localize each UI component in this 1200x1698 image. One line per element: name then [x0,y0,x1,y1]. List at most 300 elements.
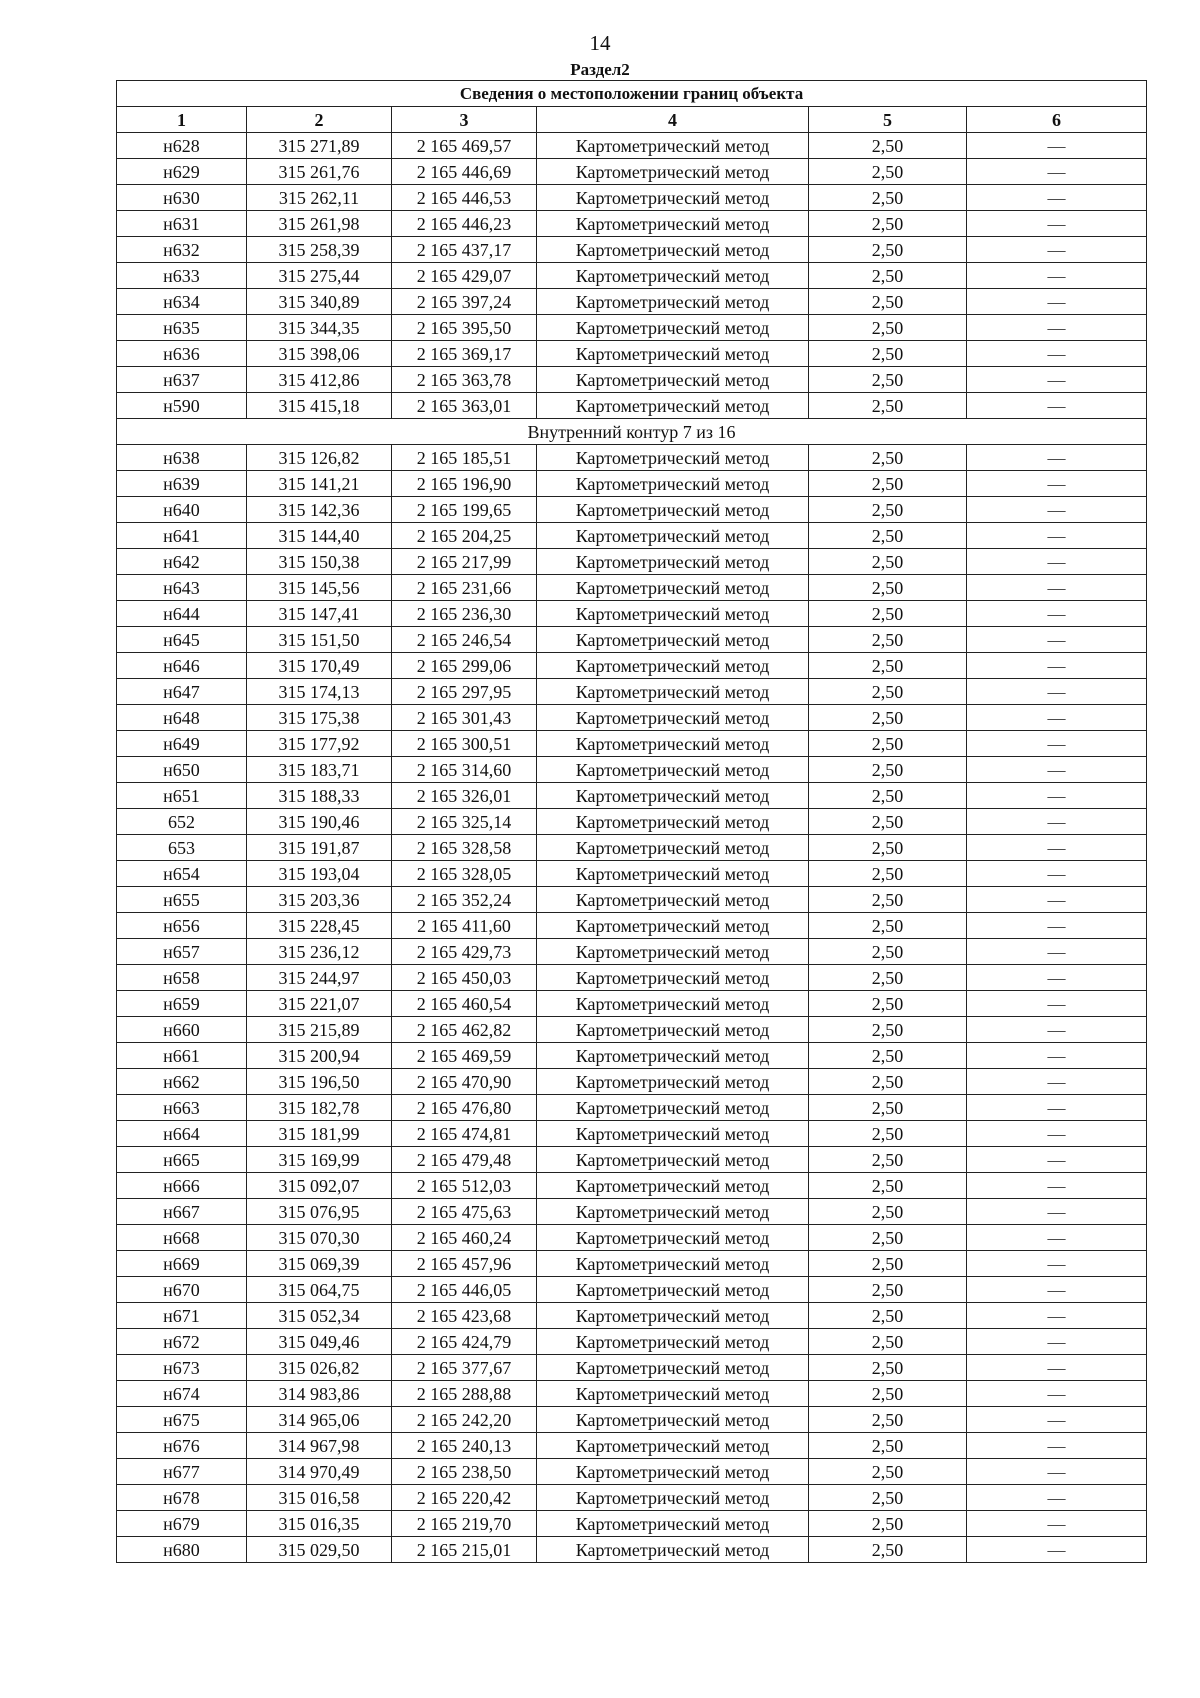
table-cell-col6: — [967,861,1147,887]
table-cell-col3: 2 165 446,23 [392,211,537,237]
table-cell-col6: — [967,367,1147,393]
table-cell-col2: 315 188,33 [247,783,392,809]
table-cell-col3: 2 165 450,03 [392,965,537,991]
table-cell-col2: 315 069,39 [247,1251,392,1277]
table-cell-col4: Картометрический метод [537,1173,809,1199]
table-cell-col2: 315 144,40 [247,523,392,549]
table-cell-col1: н654 [117,861,247,887]
table-cell-col1: н638 [117,445,247,471]
table-cell-col2: 314 967,98 [247,1433,392,1459]
table-cell-col3: 2 165 469,59 [392,1043,537,1069]
table-cell-col4: Картометрический метод [537,809,809,835]
column-header-row [117,107,1147,133]
column-header-1: 1 [117,107,247,133]
table-cell-col2: 315 070,30 [247,1225,392,1251]
table-row [117,1537,1147,1563]
table-cell-col2: 315 275,44 [247,263,392,289]
table-cell-col3: 2 165 512,03 [392,1173,537,1199]
table-cell-col5: 2,50 [809,939,967,965]
table-row [117,471,1147,497]
table-cell-col5: 2,50 [809,601,967,627]
table-cell-col5: 2,50 [809,549,967,575]
table-cell-col6: — [967,289,1147,315]
table-cell-col4: Картометрический метод [537,887,809,913]
table-cell-col2: 315 142,36 [247,497,392,523]
table-cell-col6: — [967,1095,1147,1121]
table-cell-col4: Картометрический метод [537,185,809,211]
section-label: Раздел2 [570,60,630,79]
table-cell-col3: 2 165 460,54 [392,991,537,1017]
table-cell-col2: 315 174,13 [247,679,392,705]
table-cell-col1: н672 [117,1329,247,1355]
table-cell-col1: н643 [117,575,247,601]
table-cell-col1: н631 [117,211,247,237]
table-cell-col1: н650 [117,757,247,783]
table-cell-col6: — [967,731,1147,757]
table-cell-col4: Картометрический метод [537,1433,809,1459]
table-cell-col3: 2 165 479,48 [392,1147,537,1173]
table-cell-col2: 315 261,98 [247,211,392,237]
table-cell-col2: 315 175,38 [247,705,392,731]
table-row [117,185,1147,211]
table-cell-col5: 2,50 [809,731,967,757]
table-cell-col2: 315 182,78 [247,1095,392,1121]
table-cell-col4: Картометрический метод [537,627,809,653]
table-cell-col5: 2,50 [809,497,967,523]
table-cell-col6: — [967,679,1147,705]
table-cell-col6: — [967,1355,1147,1381]
table-cell-col6: — [967,133,1147,159]
table-cell-col1: н664 [117,1121,247,1147]
table-cell-col1: н666 [117,1173,247,1199]
table-cell-col2: 315 026,82 [247,1355,392,1381]
table-cell-col6: — [967,1511,1147,1537]
table-cell-col3: 2 165 429,73 [392,939,537,965]
table-cell-col5: 2,50 [809,1121,967,1147]
table-row [117,1095,1147,1121]
table-cell-col3: 2 165 328,05 [392,861,537,887]
table-row [117,341,1147,367]
table-cell-col2: 315 183,71 [247,757,392,783]
table-cell-col6: — [967,341,1147,367]
table-cell-col3: 2 165 474,81 [392,1121,537,1147]
table-row [117,1511,1147,1537]
table-cell-col6: — [967,965,1147,991]
table-cell-col2: 314 970,49 [247,1459,392,1485]
table-cell-col6: — [967,263,1147,289]
table-cell-col4: Картометрический метод [537,991,809,1017]
table-cell-col5: 2,50 [809,1433,967,1459]
table-cell-col5: 2,50 [809,679,967,705]
table-cell-col3: 2 165 199,65 [392,497,537,523]
table-cell-col4: Картометрический метод [537,1511,809,1537]
table-cell-col3: 2 165 215,01 [392,1537,537,1563]
table-cell-col5: 2,50 [809,367,967,393]
table-cell-col3: 2 165 238,50 [392,1459,537,1485]
table-cell-col4: Картометрический метод [537,133,809,159]
table-cell-col1: н647 [117,679,247,705]
table-cell-col4: Картометрический метод [537,1485,809,1511]
table-cell-col3: 2 165 300,51 [392,731,537,757]
table-cell-col6: — [967,939,1147,965]
table-cell-col3: 2 165 411,60 [392,913,537,939]
table-cell-col3: 2 165 240,13 [392,1433,537,1459]
table-cell-col2: 315 262,11 [247,185,392,211]
table-row [117,1225,1147,1251]
table-cell-col2: 315 016,58 [247,1485,392,1511]
boundary-table [116,80,1147,1563]
table-cell-col4: Картометрический метод [537,653,809,679]
table-cell-col6: — [967,445,1147,471]
table-cell-col1: н679 [117,1511,247,1537]
table-row [117,289,1147,315]
table-cell-col4: Картометрический метод [537,705,809,731]
table-cell-col6: — [967,1199,1147,1225]
table-cell-col3: 2 165 460,24 [392,1225,537,1251]
table-cell-col2: 315 236,12 [247,939,392,965]
table-cell-col5: 2,50 [809,913,967,939]
table-cell-col3: 2 165 469,57 [392,133,537,159]
table-cell-col1: н660 [117,1017,247,1043]
table-cell-col5: 2,50 [809,159,967,185]
table-cell-col2: 315 052,34 [247,1303,392,1329]
table-cell-col1: н658 [117,965,247,991]
table-cell-col2: 314 965,06 [247,1407,392,1433]
table-cell-col6: — [967,185,1147,211]
table-cell-col1: н646 [117,653,247,679]
table-cell-col6: — [967,575,1147,601]
table-cell-col1: н630 [117,185,247,211]
table-cell-col2: 315 029,50 [247,1537,392,1563]
table-cell-col3: 2 165 446,69 [392,159,537,185]
table-cell-col5: 2,50 [809,1225,967,1251]
table-cell-col2: 315 344,35 [247,315,392,341]
table-cell-col5: 2,50 [809,705,967,731]
table-cell-col4: Картометрический метод [537,445,809,471]
table-row [117,1485,1147,1511]
table-row [117,835,1147,861]
table-cell-col5: 2,50 [809,1407,967,1433]
table-cell-col5: 2,50 [809,211,967,237]
table-cell-col5: 2,50 [809,1095,967,1121]
table-cell-col1: н628 [117,133,247,159]
table-cell-col4: Картометрический метод [537,263,809,289]
table-cell-col6: — [967,1043,1147,1069]
table-cell-col4: Картометрический метод [537,1329,809,1355]
table-cell-col6: — [967,783,1147,809]
table-cell-col3: 2 165 217,99 [392,549,537,575]
table-cell-col1: н667 [117,1199,247,1225]
table-cell-col1: н670 [117,1277,247,1303]
table-cell-col4: Картометрический метод [537,757,809,783]
table-cell-col1: н659 [117,991,247,1017]
table-row [117,965,1147,991]
table-row [117,263,1147,289]
table-cell-col4: Картометрический метод [537,1121,809,1147]
table-row [117,1277,1147,1303]
table-cell-col2: 315 415,18 [247,393,392,419]
table-row [117,497,1147,523]
table-cell-col5: 2,50 [809,1173,967,1199]
table-cell-col6: — [967,809,1147,835]
table-cell-col3: 2 165 352,24 [392,887,537,913]
table-cell-col6: — [967,1225,1147,1251]
table-cell-col5: 2,50 [809,289,967,315]
table-cell-col3: 2 165 328,58 [392,835,537,861]
table-cell-col4: Картометрический метод [537,393,809,419]
table-row [117,1303,1147,1329]
table-cell-col2: 315 177,92 [247,731,392,757]
table-cell-col5: 2,50 [809,1199,967,1225]
table-cell-col5: 2,50 [809,1355,967,1381]
table-cell-col2: 315 145,56 [247,575,392,601]
table-cell-col6: — [967,1017,1147,1043]
table-cell-col6: — [967,757,1147,783]
table-cell-col1: н676 [117,1433,247,1459]
table-cell-col4: Картометрический метод [537,1459,809,1485]
table-cell-col1: н642 [117,549,247,575]
column-header-2: 2 [247,107,392,133]
table-cell-col4: Картометрический метод [537,1225,809,1251]
table-cell-col6: — [967,1537,1147,1563]
table-cell-col1: н636 [117,341,247,367]
table-cell-col5: 2,50 [809,1303,967,1329]
table-cell-col2: 315 221,07 [247,991,392,1017]
table-cell-col4: Картометрический метод [537,679,809,705]
table-cell-col6: — [967,1069,1147,1095]
table-cell-col1: н641 [117,523,247,549]
table-cell-col6: — [967,1329,1147,1355]
table-row [117,549,1147,575]
table-cell-col4: Картометрический метод [537,939,809,965]
table-row [117,1017,1147,1043]
table-cell-col4: Картометрический метод [537,1069,809,1095]
table-cell-col5: 2,50 [809,263,967,289]
contour-group-row [117,419,1147,445]
table-cell-col3: 2 165 242,20 [392,1407,537,1433]
table-cell-col6: — [967,497,1147,523]
table-cell-col1: н678 [117,1485,247,1511]
table-cell-col5: 2,50 [809,1147,967,1173]
table-cell-col4: Картометрический метод [537,1095,809,1121]
table-cell-col1: 653 [117,835,247,861]
table-cell-col6: — [967,1407,1147,1433]
table-cell-col4: Картометрический метод [537,1407,809,1433]
table-row [117,1355,1147,1381]
table-cell-col5: 2,50 [809,783,967,809]
table-cell-col6: — [967,991,1147,1017]
table-row [117,159,1147,185]
table-cell-col3: 2 165 476,80 [392,1095,537,1121]
table-cell-col2: 315 261,76 [247,159,392,185]
table-cell-col5: 2,50 [809,1459,967,1485]
table-cell-col4: Картометрический метод [537,367,809,393]
table-cell-col1: н634 [117,289,247,315]
table-cell-col6: — [967,1303,1147,1329]
table-cell-col3: 2 165 219,70 [392,1511,537,1537]
table-cell-col3: 2 165 475,63 [392,1199,537,1225]
table-cell-col5: 2,50 [809,861,967,887]
table-cell-col2: 315 340,89 [247,289,392,315]
table-row [117,887,1147,913]
table-row [117,1121,1147,1147]
table-cell-col3: 2 165 231,66 [392,575,537,601]
table-row [117,315,1147,341]
table-cell-col3: 2 165 246,54 [392,627,537,653]
contour-group-label: Внутренний контур 7 из 16 [117,419,1147,445]
table-cell-col2: 315 191,87 [247,835,392,861]
table-cell-col4: Картометрический метод [537,1355,809,1381]
table-row [117,393,1147,419]
table-title-row [117,81,1147,107]
table-cell-col5: 2,50 [809,1069,967,1095]
table-cell-col5: 2,50 [809,133,967,159]
table-cell-col1: н673 [117,1355,247,1381]
table-cell-col4: Картометрический метод [537,471,809,497]
table-cell-col4: Картометрический метод [537,1251,809,1277]
table-cell-col1: 652 [117,809,247,835]
table-cell-col3: 2 165 446,53 [392,185,537,211]
table-cell-col4: Картометрический метод [537,1017,809,1043]
table-cell-col2: 315 150,38 [247,549,392,575]
table-cell-col5: 2,50 [809,471,967,497]
table-cell-col4: Картометрический метод [537,1537,809,1563]
table-cell-col1: н645 [117,627,247,653]
table-row [117,913,1147,939]
column-header-4: 4 [537,107,809,133]
table-cell-col3: 2 165 325,14 [392,809,537,835]
table-cell-col3: 2 165 297,95 [392,679,537,705]
table-row [117,1199,1147,1225]
table-cell-col3: 2 165 288,88 [392,1381,537,1407]
table-cell-col2: 315 271,89 [247,133,392,159]
table-cell-col5: 2,50 [809,1485,967,1511]
table-cell-col6: — [967,1173,1147,1199]
table-cell-col1: н640 [117,497,247,523]
table-cell-col4: Картометрический метод [537,1199,809,1225]
table-cell-col2: 315 190,46 [247,809,392,835]
table-row [117,1251,1147,1277]
table-row [117,1381,1147,1407]
table-cell-col3: 2 165 462,82 [392,1017,537,1043]
table-cell-col2: 315 092,07 [247,1173,392,1199]
page-number: 14 [589,31,611,55]
table-row [117,601,1147,627]
table-cell-col5: 2,50 [809,627,967,653]
table-row [117,809,1147,835]
table-cell-col4: Картометрический метод [537,835,809,861]
table-cell-col2: 315 196,50 [247,1069,392,1095]
table-cell-col1: н635 [117,315,247,341]
table-cell-col2: 315 244,97 [247,965,392,991]
table-cell-col2: 315 151,50 [247,627,392,653]
table-row [117,939,1147,965]
table-cell-col6: — [967,211,1147,237]
table-cell-col2: 315 258,39 [247,237,392,263]
table-cell-col5: 2,50 [809,315,967,341]
table-cell-col3: 2 165 236,30 [392,601,537,627]
column-header-6: 6 [967,107,1147,133]
table-cell-col2: 315 016,35 [247,1511,392,1537]
table-cell-col1: н668 [117,1225,247,1251]
table-cell-col3: 2 165 457,96 [392,1251,537,1277]
table-cell-col5: 2,50 [809,757,967,783]
table-cell-col4: Картометрический метод [537,523,809,549]
table-cell-col6: — [967,1251,1147,1277]
table-cell-col3: 2 165 397,24 [392,289,537,315]
table-cell-col3: 2 165 299,06 [392,653,537,679]
table-cell-col3: 2 165 369,17 [392,341,537,367]
table-cell-col6: — [967,159,1147,185]
table-cell-col1: н656 [117,913,247,939]
table-cell-col6: — [967,471,1147,497]
table-cell-col6: — [967,237,1147,263]
table-cell-col6: — [967,1277,1147,1303]
table-cell-col6: — [967,835,1147,861]
table-cell-col2: 315 203,36 [247,887,392,913]
table-cell-col5: 2,50 [809,887,967,913]
table-cell-col1: н590 [117,393,247,419]
table-cell-col4: Картометрический метод [537,159,809,185]
table-cell-col4: Картометрический метод [537,965,809,991]
table-cell-col6: — [967,1147,1147,1173]
table-cell-col1: н680 [117,1537,247,1563]
table-cell-col3: 2 165 437,17 [392,237,537,263]
table-cell-col6: — [967,1381,1147,1407]
table-cell-col2: 315 228,45 [247,913,392,939]
table-cell-col5: 2,50 [809,1329,967,1355]
table-cell-col6: — [967,705,1147,731]
table-cell-col1: н633 [117,263,247,289]
table-cell-col4: Картометрический метод [537,575,809,601]
table-cell-col1: н674 [117,1381,247,1407]
table-cell-col4: Картометрический метод [537,1147,809,1173]
table-cell-col1: н662 [117,1069,247,1095]
table-row [117,1173,1147,1199]
table-cell-col5: 2,50 [809,445,967,471]
table-cell-col3: 2 165 314,60 [392,757,537,783]
table-cell-col5: 2,50 [809,1381,967,1407]
table-cell-col5: 2,50 [809,1277,967,1303]
table-cell-col3: 2 165 446,05 [392,1277,537,1303]
table-row [117,627,1147,653]
table-cell-col6: — [967,627,1147,653]
table-cell-col4: Картометрический метод [537,341,809,367]
table-cell-col1: н655 [117,887,247,913]
table-cell-col1: н637 [117,367,247,393]
table-cell-col2: 315 412,86 [247,367,392,393]
table-cell-col5: 2,50 [809,1511,967,1537]
table-cell-col3: 2 165 204,25 [392,523,537,549]
table-cell-col3: 2 165 423,68 [392,1303,537,1329]
table-cell-col4: Картометрический метод [537,1381,809,1407]
table-cell-col5: 2,50 [809,991,967,1017]
table-cell-col4: Картометрический метод [537,211,809,237]
table-row [117,991,1147,1017]
table-cell-col1: н649 [117,731,247,757]
table-row [117,783,1147,809]
table-row [117,705,1147,731]
table-row [117,211,1147,237]
table-row [117,445,1147,471]
table-cell-col1: н629 [117,159,247,185]
table-cell-col2: 314 983,86 [247,1381,392,1407]
table-cell-col5: 2,50 [809,393,967,419]
table-row [117,367,1147,393]
table-row [117,1329,1147,1355]
table-cell-col1: н661 [117,1043,247,1069]
table-row [117,523,1147,549]
